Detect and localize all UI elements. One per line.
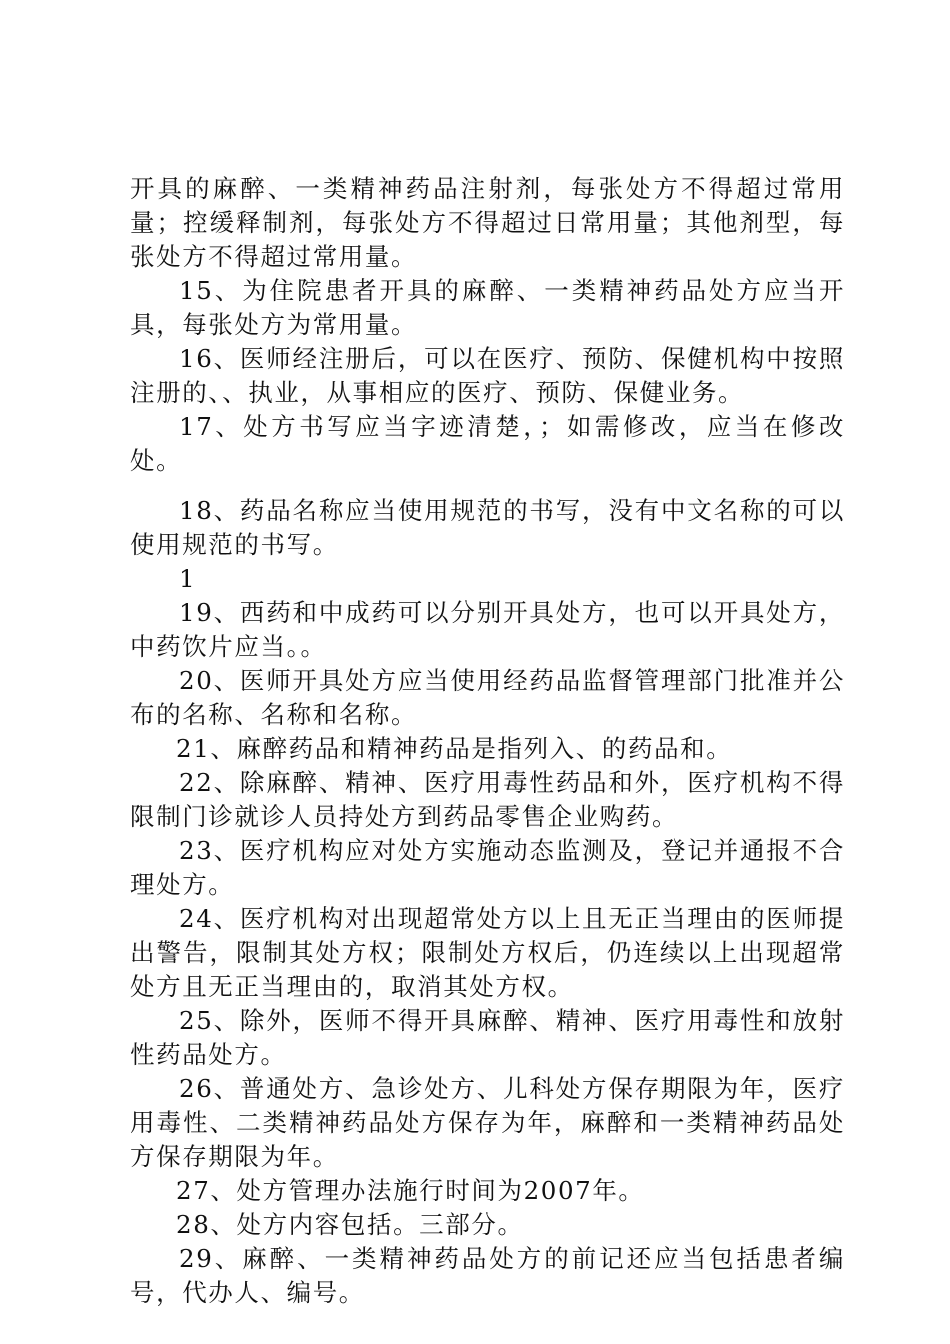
paragraph-item-26: 26、普通处方、急诊处方、儿科处方保存期限为年，医疗用毒性、二类精神药品处方保存为年，麻醉和一类精神药品处方保存期限为年。 <box>130 1074 845 1171</box>
document-body <box>130 172 845 1310</box>
paragraph-item-23: 23、医疗机构应对处方实施动态监测及，登记并通报不合理处方。 <box>130 836 845 899</box>
paragraph-item-17: 17、处方书写应当字迹清楚，；如需修改，应当在修改处。 <box>130 412 845 475</box>
paragraph-item-21: 21、麻醉药品和精神药品是指列入、的药品和。 <box>176 734 733 763</box>
paragraph-item-19: 19、西药和中成药可以分别开具处方，也可以开具处方，中药饮片应当。。 <box>130 598 845 661</box>
paragraph-item-18: 18、药品名称应当使用规范的书写，没有中文名称的可以使用规范的书写。 <box>130 496 845 559</box>
paragraph-item-28: 28、处方内容包括。三部分。 <box>176 1210 524 1239</box>
paragraph-item-22: 22、除麻醉、精神、医疗用毒性药品和外，医疗机构不得限制门诊就诊人员持处方到药品零售企业购药。 <box>130 768 845 831</box>
paragraph-item-25: 25、除外，医师不得开具麻醉、精神、医疗用毒性和放射性药品处方。 <box>130 1006 845 1069</box>
paragraph-continuation: 开具的麻醉、一类精神药品注射剂，每张处方不得超过常用量；控缓释制剂，每张处方不得超过日常用量；其他剂型，每张处方不得超过常用量。 <box>130 174 845 271</box>
paragraph-item-16: 16、医师经注册后，可以在医疗、预防、保健机构中按照注册的、、执业，从事相应的医疗、预防、保健业务。 <box>130 344 845 407</box>
paragraph-item-15: 15、为住院患者开具的麻醉、一类精神药品处方应当开具，每张处方为常用量。 <box>130 276 845 339</box>
paragraph-item-24: 24、医疗机构对出现超常处方以上且无正当理由的医师提出警告，限制其处方权；限制处方权后，仍连续以上出现超常处方且无正当理由的，取消其处方权。 <box>130 904 845 1001</box>
page-number: 1 <box>179 564 197 593</box>
paragraph-item-29: 29、麻醉、一类精神药品处方的前记还应当包括患者编号，代办人、编号。 <box>130 1244 845 1307</box>
paragraph-item-20: 20、医师开具处方应当使用经药品监督管理部门批准并公布的名称、名称和名称。 <box>130 666 845 729</box>
paragraph-item-27: 27、处方管理办法施行时间为2007年。 <box>176 1176 645 1205</box>
